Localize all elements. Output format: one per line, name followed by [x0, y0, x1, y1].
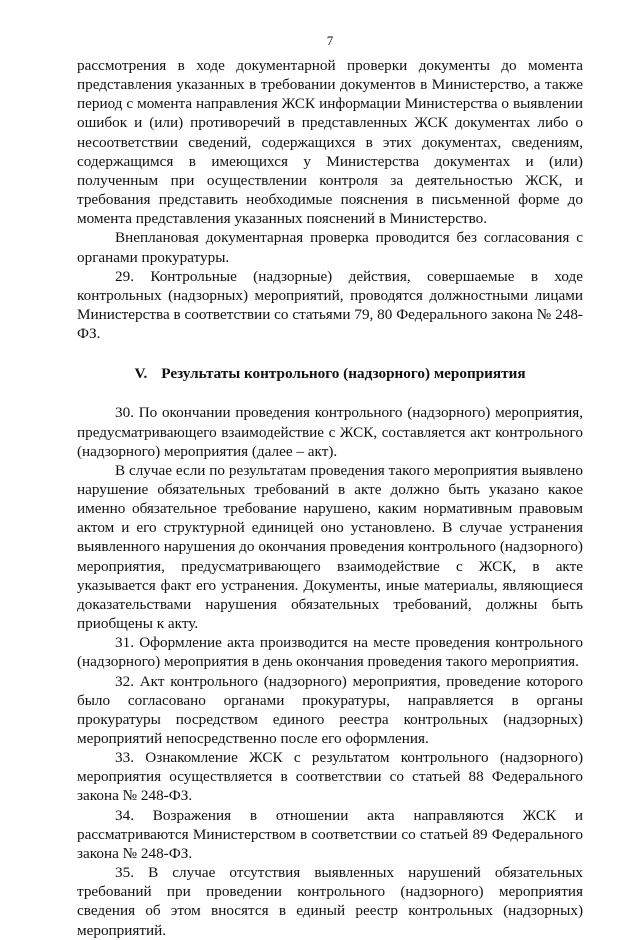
paragraph-33: 33. Ознакомление ЖСК с результатом контрольного (надзорного) мероприятия осуществляется в соответствии со статьей 88 Федерального закона № 248-ФЗ.: [77, 749, 583, 805]
paragraph-30: 30. По окончании проведения контрольного (надзорного) мероприятия, предусматривающего взаимодействие с ЖСК, составляется акт контрольного (надзорного) мероприятия (далее – акт).: [77, 404, 583, 460]
paragraph-unscheduled-inspection: Внеплановая документарная проверка проводится без согласования с органами прокуратуры.: [77, 229, 583, 266]
paragraph-34: 34. Возражения в отношении акта направляются ЖСК и рассматриваются Министерством в соответствии со статьей 89 Федерального закона № 248-ФЗ.: [77, 806, 583, 862]
section-number: V.: [134, 365, 148, 383]
paragraph-29: 29. Контрольные (надзорные) действия, совершаемые в ходе контрольных (надзорных) мероприятий, проводятся должностными лицами Министерства в соответствии со статьями 79, 80 Федерального закона № 248-ФЗ.: [77, 267, 583, 343]
paragraph-continuation: рассмотрения в ходе документарной проверки документы до момента представления указанных в требовании документов в Министерство, а также период с момента направления ЖСК информации Министерства о выявлении ошибок и (или) противоречий в представленных ЖСК документах либо о несоответствии сведений, содержащихся в этих документах, сведениям, содержащимся в имеющихся у Министерства документах и (или) полученным при осуществлении контроля за деятельностью ЖСК, и требования представить необходимые пояснения в письменной форме до момента представления указанных пояснений в Министерство.: [77, 57, 583, 228]
paragraph-violation: В случае если по результатам проведения такого мероприятия выявлено нарушение обязательных требований в акте должно быть указано какое именно обязательное требование нарушено, каким нормативным правовым актом и его структурной единицей оно установлено. В случае устранения выявленного нарушения до окончания проведения контрольного (надзорного) мероприятия, предусматривающего взаимодействие с ЖСК, в акте указывается факт его устранения. Документы, иные материалы, являющиеся доказательствами нарушения обязательных требований, должны быть приобщены к акту.: [77, 461, 583, 633]
paragraph-35: 35. В случае отсутствия выявленных нарушений обязательных требований при проведении контрольного (надзорного) мероприятия сведения об этом вносятся в единый реестр контрольных (надзорных) мероприятий.: [77, 864, 583, 939]
paragraph-32: 32. Акт контрольного (надзорного) мероприятия, проведение которого было согласовано органами прокуратуры, направляется в органы прокуратуры посредством единого реестра контрольных (надзорных) мероприятий непосредственно после его оформления.: [77, 672, 583, 747]
paragraph-31: 31. Оформление акта производится на месте проведения контрольного (надзорного) мероприятия в день окончания проведения такого мероприятия.: [77, 634, 583, 671]
page-number: 7: [326, 33, 334, 48]
section-title: Результаты контрольного (надзорного) мероприятия: [161, 365, 526, 383]
document-body: [77, 56, 583, 940]
section-heading: [77, 364, 583, 383]
document-page: [77, 0, 583, 939]
